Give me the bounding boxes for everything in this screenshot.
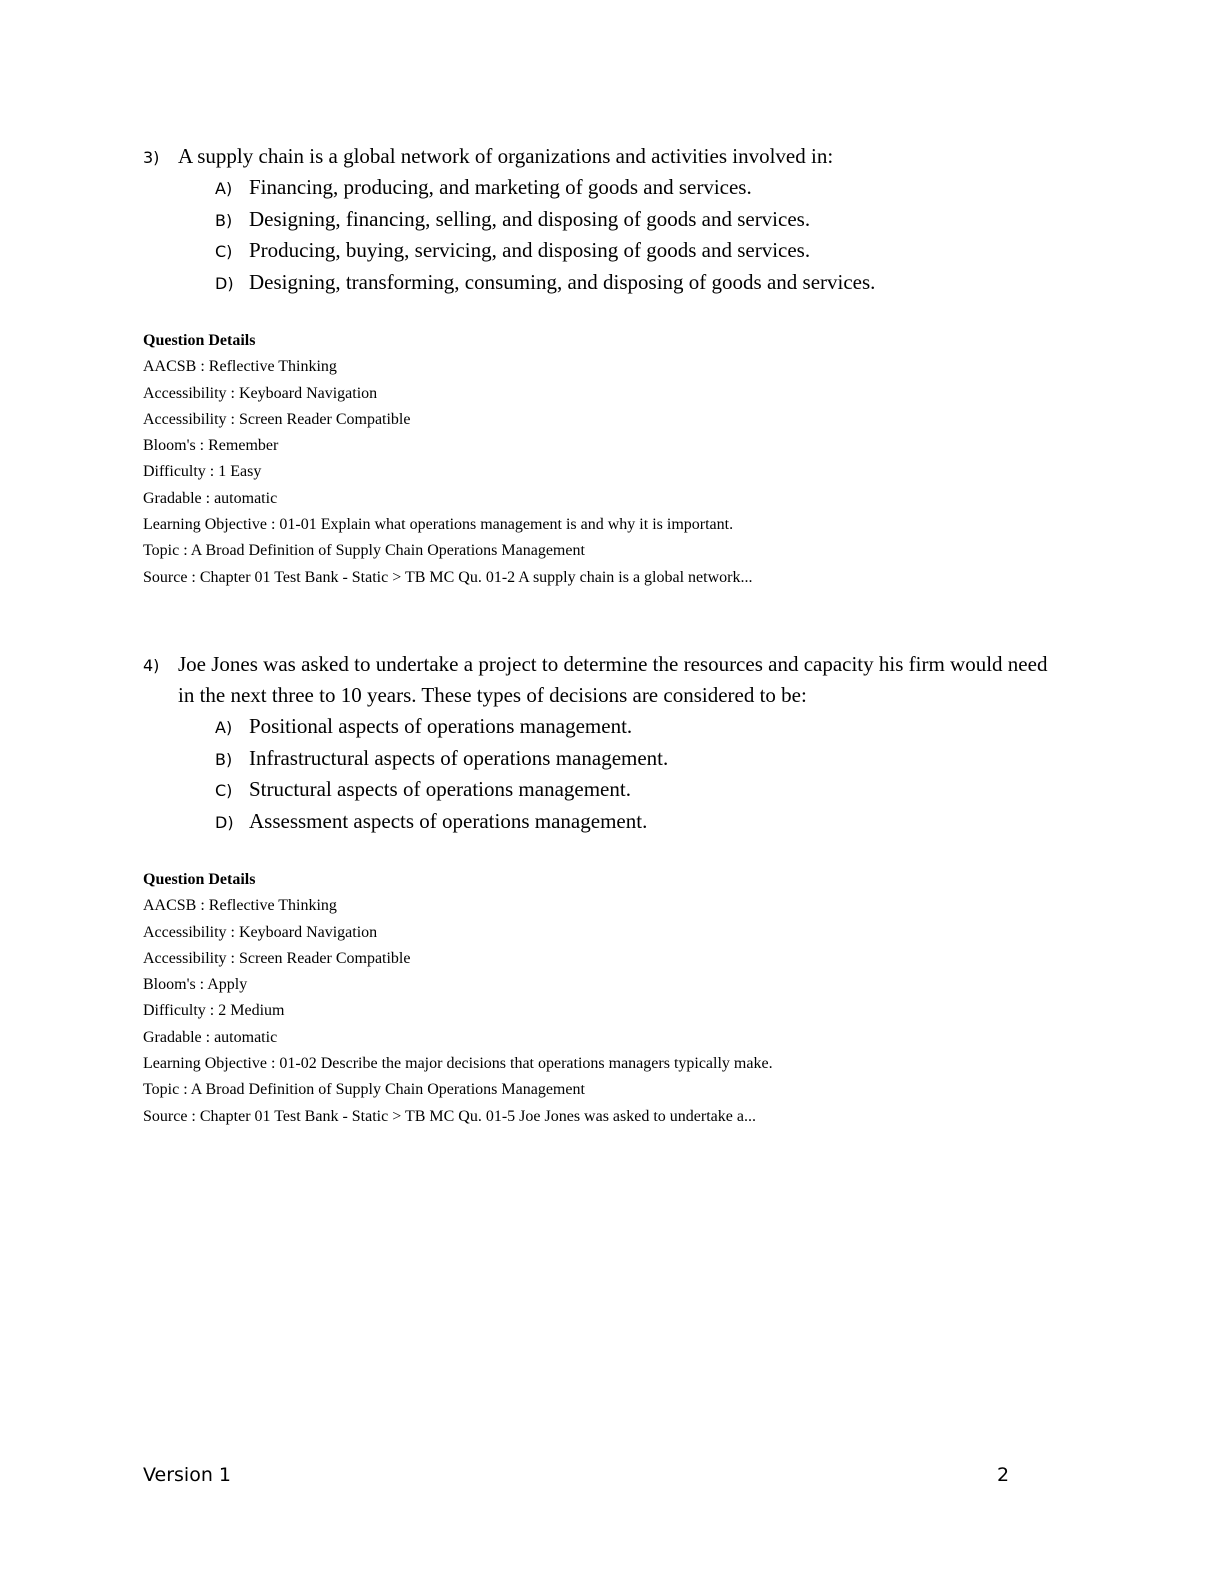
question-text: A supply chain is a global network of organizations and activities involved in: — [178, 144, 834, 168]
option-letter: A) — [215, 179, 233, 198]
option-text: Infrastructural aspects of operations management. — [249, 745, 669, 770]
option-letter: B) — [215, 210, 233, 230]
detail-difficulty: Difficulty : 2 Medium — [143, 1002, 285, 1020]
question-stem — [143, 649, 1063, 711]
question-details-title: Question Details — [143, 332, 256, 349]
option-letter: C) — [215, 781, 233, 800]
option-text: Designing, transforming, consuming, and disposing of goods and services. — [249, 269, 876, 294]
question-stem — [143, 141, 1063, 172]
answer-option-c — [215, 774, 1063, 806]
detail-difficulty: Difficulty : 1 Easy — [143, 463, 262, 481]
option-letter: D) — [215, 812, 234, 832]
option-text: Designing, financing, selling, and disposing of goods and services. — [249, 206, 811, 231]
question-details — [143, 328, 1063, 591]
option-letter: A) — [215, 718, 233, 737]
question-details-title: Question Details — [143, 871, 256, 888]
answer-option-c — [215, 235, 1063, 267]
detail-learning-objective: Learning Objective : 01-01 Explain what operations management is and why it is important. — [143, 516, 734, 534]
answer-option-d — [215, 267, 1063, 299]
question-3 — [143, 141, 1063, 591]
detail-accessibility-screen-reader: Accessibility : Screen Reader Compatible — [143, 410, 411, 428]
detail-topic: Topic : A Broad Definition of Supply Chain Operations Management — [143, 542, 585, 560]
option-text: Producing, buying, servicing, and disposing of goods and services. — [249, 238, 811, 262]
question-number: 3) — [143, 148, 160, 167]
footer-page-number: 2 — [997, 1464, 1010, 1486]
detail-source: Source : Chapter 01 Test Bank - Static > TB MC Qu. 01-5 Joe Jones was asked to undertake a... — [143, 1107, 756, 1125]
detail-aacsb: AACSB : Reflective Thinking — [143, 897, 337, 915]
question-4 — [143, 649, 1063, 1130]
detail-aacsb: AACSB : Reflective Thinking — [143, 358, 337, 376]
answer-option-a — [215, 172, 1063, 204]
option-letter: C) — [215, 242, 233, 261]
answer-options — [215, 711, 1063, 837]
detail-gradable: Gradable : automatic — [143, 489, 278, 507]
detail-source: Source : Chapter 01 Test Bank - Static > TB MC Qu. 01-2 A supply chain is a global network... — [143, 568, 753, 586]
option-text: Assessment aspects of operations management. — [249, 808, 648, 833]
answer-option-a — [215, 711, 1063, 743]
option-text: Positional aspects of operations management. — [249, 714, 633, 738]
answer-options — [215, 172, 1063, 298]
detail-topic: Topic : A Broad Definition of Supply Chain Operations Management — [143, 1081, 585, 1099]
detail-accessibility-keyboard: Accessibility : Keyboard Navigation — [143, 923, 378, 941]
answer-option-b — [215, 204, 1063, 236]
option-letter: B) — [215, 749, 233, 769]
detail-blooms: Bloom's : Remember — [143, 437, 279, 455]
detail-accessibility-keyboard: Accessibility : Keyboard Navigation — [143, 384, 378, 402]
detail-learning-objective: Learning Objective : 01-02 Describe the major decisions that operations managers typically make. — [143, 1055, 773, 1073]
answer-option-d — [215, 806, 1063, 838]
answer-option-b — [215, 743, 1063, 775]
footer-version: Version 1 — [143, 1464, 231, 1486]
detail-accessibility-screen-reader: Accessibility : Screen Reader Compatible — [143, 949, 411, 967]
detail-blooms: Bloom's : Apply — [143, 976, 248, 994]
detail-gradable: Gradable : automatic — [143, 1028, 278, 1046]
question-number: 4) — [143, 656, 160, 675]
question-details — [143, 867, 1063, 1130]
option-text: Structural aspects of operations management. — [249, 777, 631, 801]
option-letter: D) — [215, 273, 234, 293]
option-text: Financing, producing, and marketing of goods and services. — [249, 175, 752, 199]
question-text: Joe Jones was asked to undertake a project to determine the resources and capacity his firm would need in the next three to 10 years. These types of decisions are considered to be: — [178, 652, 1048, 707]
